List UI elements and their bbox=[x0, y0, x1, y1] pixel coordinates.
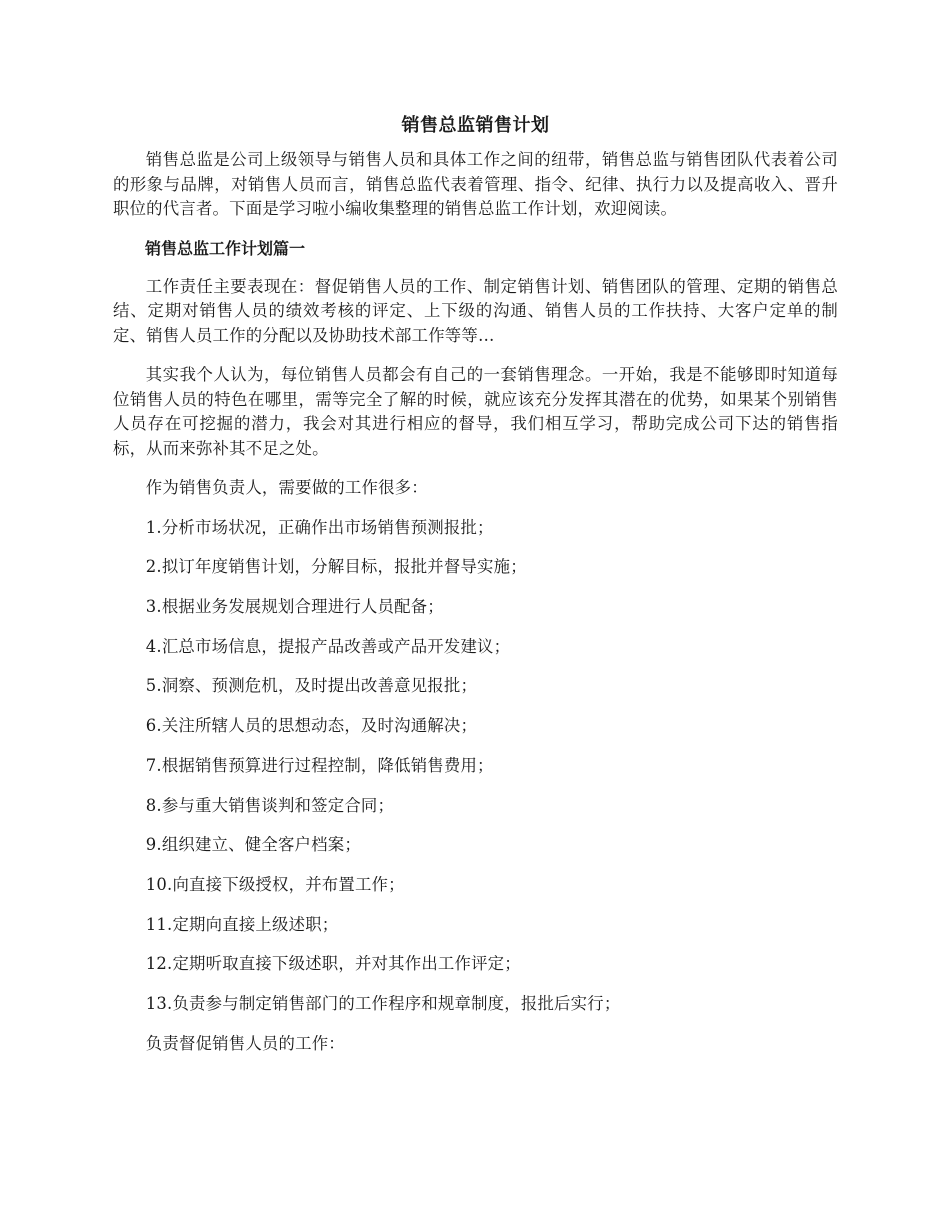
list-item: 2.拟订年度销售计划，分解目标，报批并督导实施； bbox=[145, 557, 527, 577]
document-page bbox=[113, 112, 838, 1056]
list-item: 13.负责参与制定销售部门的工作程序和规章制度，报批后实行； bbox=[145, 993, 621, 1013]
list-item: 1.分析市场状况，正确作出市场销售预测报批； bbox=[145, 517, 494, 537]
list-item: 12.定期听取直接下级述职，并对其作出工作评定； bbox=[145, 954, 521, 974]
list-intro: 作为销售负责人，需要做的工作很多： bbox=[145, 478, 428, 497]
intro-paragraph: 销售总监是公司上级领导与销售人员和具体工作之间的纽带，销售总监与销售团队代表着公司的形象与品牌，对销售人员而言，销售总监代表着管理、指令、纪律、执行力以及提高收入、晋升职位的代言者。下面是学习啦小编收集整理的销售总监工作计划，欢迎阅读。 bbox=[113, 150, 838, 218]
list-item: 7.根据销售预算进行过程控制，降低销售费用； bbox=[145, 755, 494, 775]
list-item: 5.洞察、预测危机，及时提出改善意见报批； bbox=[145, 676, 478, 696]
list-item: 8.参与重大销售谈判和签定合同； bbox=[145, 795, 395, 815]
closing-line: 负责督促销售人员的工作： bbox=[145, 1033, 345, 1053]
document-title: 销售总监销售计划 bbox=[401, 115, 550, 136]
duty-list bbox=[113, 516, 838, 1016]
list-item: 10.向直接下级授权，并布置工作； bbox=[145, 874, 405, 894]
list-item: 3.根据业务发展规划合理进行人员配备； bbox=[145, 597, 444, 617]
list-item: 11.定期向直接上级述职； bbox=[145, 914, 339, 934]
opinion-paragraph: 其实我个人认为，每位销售人员都会有自己的一套销售理念。一开始，我是不能够即时知道每位销售人员的特色在哪里，需等完全了解的时候，就应该充分发挥其潜在的优势，如果某个别销售人员存在可挖掘的潜力，我会对其进行相应的督导，我们相互学习，帮助完成公司下达的销售指标，从而来弥补其不足之处。 bbox=[113, 365, 838, 458]
list-item: 9.组织建立、健全客户档案； bbox=[145, 835, 361, 855]
list-item: 6.关注所辖人员的思想动态，及时沟通解决； bbox=[145, 716, 478, 736]
section-heading: 销售总监工作计划篇一 bbox=[145, 238, 306, 258]
list-item: 4.汇总市场信息，提报产品改善或产品开发建议； bbox=[145, 636, 511, 656]
responsibility-paragraph: 工作责任主要表现在：督促销售人员的工作、制定销售计划、销售团队的管理、定期的销售总结、定期对销售人员的绩效考核的评定、上下级的沟通、销售人员的工作扶持、大客户定单的制定、销售人员工作的分配以及协助技术部工作等等… bbox=[113, 276, 838, 345]
